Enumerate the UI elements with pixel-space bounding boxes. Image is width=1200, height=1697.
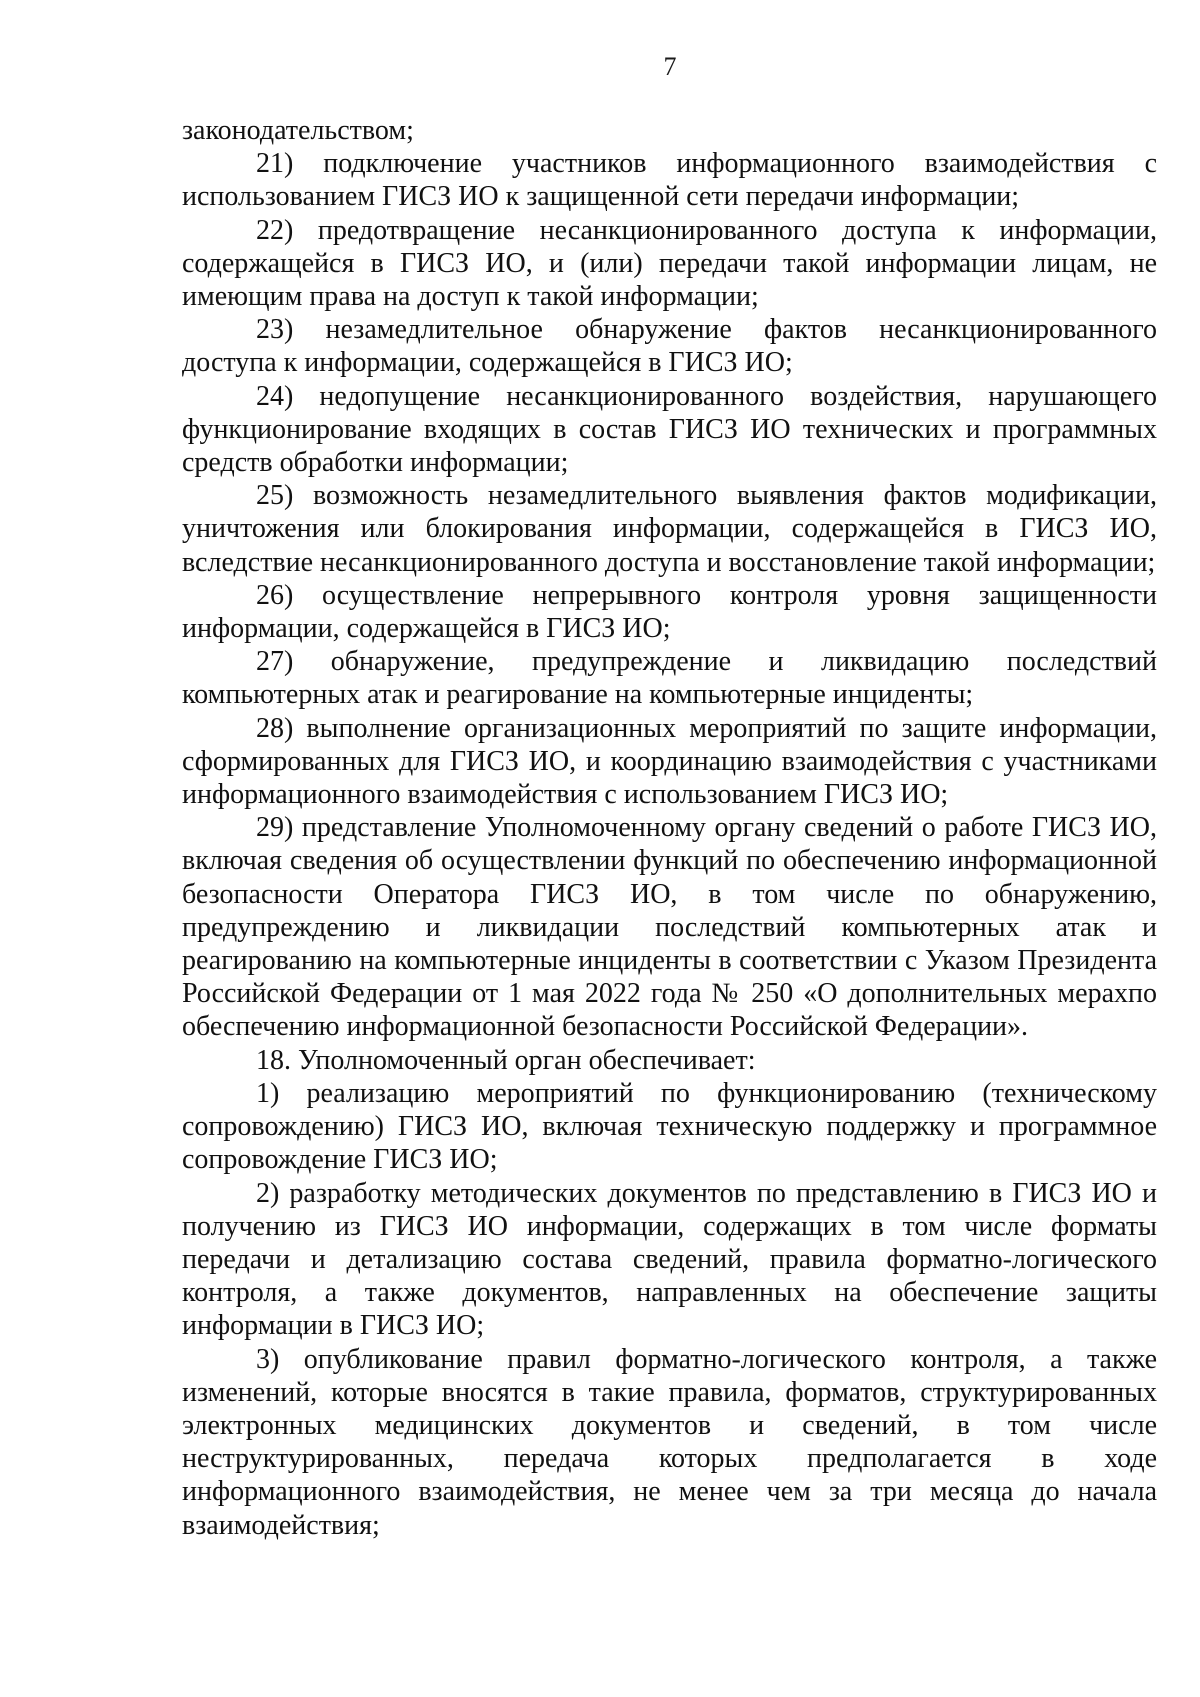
section-18-item-2: 2) разработку методических документов по представлению в ГИСЗ ИО и получению из ГИСЗ ИО информации, содержащих в том числе форматы передачи и детализацию состава сведений, правила форматно-логического контроля, а также документов, направленных на обеспечение защиты информации в ГИСЗ ИО;	[182, 1177, 1157, 1342]
list-item-23: 23) незамедлительное обнаружение фактов несанкционированного доступа к информации, содержащейся в ГИСЗ ИО;	[182, 314, 1157, 379]
list-item-24: 24) недопущение несанкционированного воздействия, нарушающего функционирование входящих в состав ГИСЗ ИО технических и программных средств обработки информации;	[182, 380, 1157, 479]
list-item-21: 21) подключение участников информационного взаимодействия с использованием ГИСЗ ИО к защищенной сети передачи информации;	[182, 148, 1157, 213]
list-item-26: 26) осуществление непрерывного контроля уровня защищенности информации, содержащейся в ГИСЗ ИО;	[182, 579, 1157, 645]
page-number: 7	[663, 52, 677, 81]
list-item-27: 27) обнаружение, предупреждение и ликвидацию последствий компьютерных атак и реагирование на компьютерные инциденты;	[182, 646, 1157, 711]
paragraph-continuation: законодательством;	[182, 115, 414, 146]
section-18-item-3: 3) опубликование правил форматно-логического контроля, а также изменений, которые вносятся в такие правила, форматов, структурированных электронных медицинских документов и сведений, в том числе неструктурированных, передача которых предполагается в ходе информационного взаимодействия, не менее чем за три месяца до начала взаимодействия;	[182, 1343, 1157, 1541]
section-18-item-1: 1) реализацию мероприятий по функционированию (техническому сопровождению) ГИСЗ ИО, включая техническую поддержку и программное сопровождение ГИСЗ ИО;	[182, 1077, 1157, 1176]
list-item-22: 22) предотвращение несанкционированного доступа к информации, содержащейся в ГИСЗ ИО, и (или) передачи такой информации лицам, не имеющим права на доступ к такой информации;	[182, 214, 1157, 313]
section-18-heading: 18. Уполномоченный орган обеспечивает:	[256, 1044, 756, 1076]
list-item-29: 29) представление Уполномоченному органу сведений о работе ГИСЗ ИО, включая сведения об осуществлении функций по обеспечению информационной безопасности Оператора ГИСЗ ИО, в том числе по обнаружению, предупреждению и ликвидации последствий компьютерных атак и реагированию на компьютерные инциденты в соответствии с Указом Президента Российской Федерации от 1 мая 2022 года № 250 «О дополнительных мерахпо обеспечению информационной безопасности Российской Федерации».	[182, 812, 1157, 1043]
list-item-25: 25) возможность незамедлительного выявления фактов модификации, уничтожения или блокирования информации, содержащейся в ГИСЗ ИО, вследствие несанкционированного доступа и восстановление такой информации;	[182, 480, 1157, 578]
document-body	[182, 114, 1157, 1542]
list-item-28: 28) выполнение организационных мероприятий по защите информации, сформированных для ГИСЗ ИО, и координацию взаимодействия с участниками информационного взаимодействия с использованием ГИСЗ ИО;	[182, 712, 1157, 811]
